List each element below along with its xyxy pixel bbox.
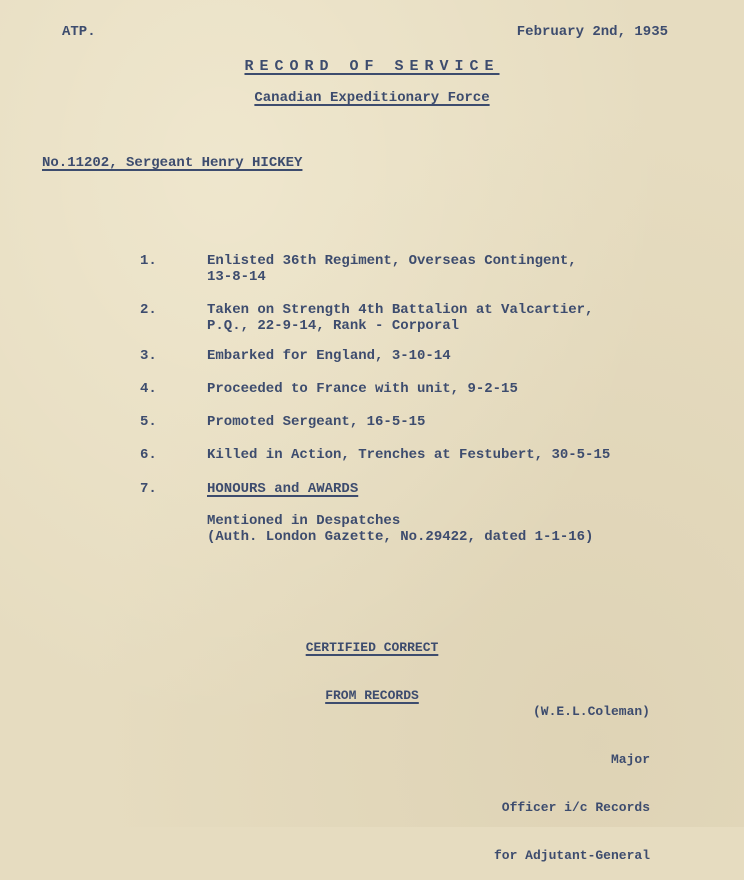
certification-line-2: FROM RECORDS bbox=[325, 688, 419, 703]
item-number: 1. bbox=[140, 253, 157, 269]
service-entry bbox=[207, 348, 451, 364]
entry-line: 13-8-14 bbox=[207, 269, 266, 285]
entry-line: Taken on Strength 4th Battalion at Valcartier, bbox=[207, 302, 594, 318]
signatory-title: Officer i/c Records bbox=[501, 800, 650, 815]
signatory-name: (W.E.L.Coleman) bbox=[532, 704, 650, 719]
service-entry bbox=[207, 302, 593, 334]
signature-block bbox=[494, 672, 650, 880]
entry-line: Killed in Action, Trenches at Festubert, 30-5-15 bbox=[207, 447, 611, 463]
service-entry bbox=[207, 447, 610, 463]
item-number: 5. bbox=[140, 414, 157, 430]
honours-heading bbox=[207, 481, 358, 497]
document-title: RECORD OF SERVICE bbox=[244, 58, 500, 75]
certification-line-1: CERTIFIED CORRECT bbox=[305, 640, 439, 655]
document-date: February 2nd, 1935 bbox=[516, 24, 668, 40]
entry-line: Embarked for England, 3-10-14 bbox=[207, 348, 451, 364]
entry-line: Enlisted 36th Regiment, Overseas Contingent, bbox=[207, 253, 577, 269]
soldier-identification: No.11202, Sergeant Henry HICKEY bbox=[42, 155, 303, 171]
signatory-on-behalf: for Adjutant-General bbox=[493, 848, 650, 863]
entry-line: Proceeded to France with unit, 9-2-15 bbox=[207, 381, 518, 397]
file-reference: ATP. bbox=[62, 24, 96, 40]
subtitle-text: Canadian Expeditionary Force bbox=[254, 90, 490, 106]
entry-line: (Auth. London Gazette, No.29422, dated 1-1-16) bbox=[207, 529, 594, 545]
entry-line: Promoted Sergeant, 16-5-15 bbox=[207, 414, 426, 430]
item-number: 3. bbox=[140, 348, 157, 364]
service-entry bbox=[207, 414, 425, 430]
honours-heading-text: HONOURS and AWARDS bbox=[207, 481, 359, 497]
honours-entry bbox=[207, 513, 593, 545]
signatory-rank: Major bbox=[610, 752, 650, 767]
item-number: 6. bbox=[140, 447, 157, 463]
entry-line: P.Q., 22-9-14, Rank - Corporal bbox=[207, 318, 460, 334]
entry-line: Mentioned in Despatches bbox=[207, 513, 401, 529]
service-entry bbox=[207, 381, 518, 397]
item-number: 4. bbox=[140, 381, 157, 397]
document-subtitle bbox=[0, 90, 744, 106]
service-entry bbox=[207, 253, 577, 285]
item-number: 7. bbox=[140, 481, 157, 497]
item-number: 2. bbox=[140, 302, 157, 318]
